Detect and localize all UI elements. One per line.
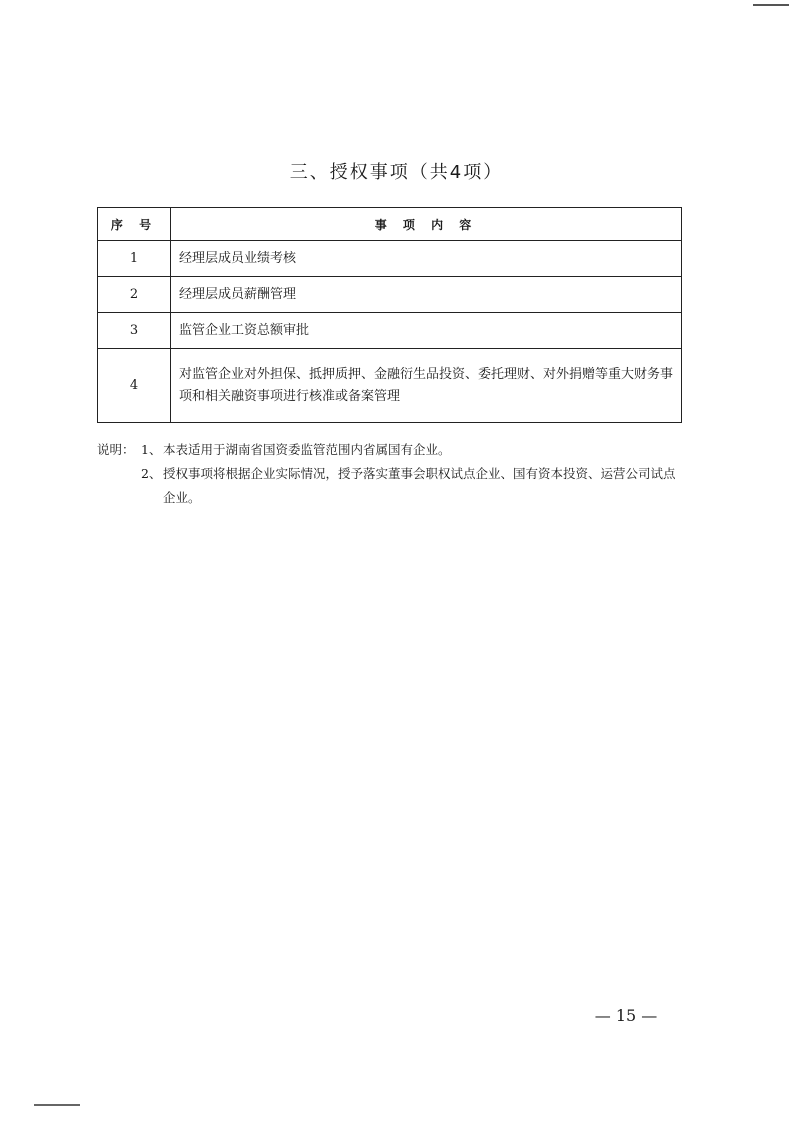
notes-section <box>97 438 682 510</box>
note-number: 1、 <box>141 442 162 457</box>
row-number: 4 <box>98 349 171 423</box>
row-content: 经理层成员业绩考核 <box>171 241 682 277</box>
note-number: 2、 <box>141 466 162 481</box>
note-item <box>97 438 682 462</box>
table-row <box>98 277 682 313</box>
row-number: 1 <box>98 241 171 277</box>
scan-edge-mark <box>753 4 789 6</box>
notes-indent <box>97 462 141 510</box>
table-row <box>98 349 682 423</box>
row-content: 经理层成员薪酬管理 <box>171 277 682 313</box>
note-item <box>97 462 682 510</box>
table-header-row <box>98 208 682 241</box>
row-number: 3 <box>98 313 171 349</box>
authorization-items-table <box>97 207 682 423</box>
note-text: 本表适用于湖南省国资委监管范围内省属国有企业。 <box>163 442 451 457</box>
notes-label: 说明： <box>97 442 135 457</box>
row-content: 监管企业工资总额审批 <box>171 313 682 349</box>
row-number: 2 <box>98 277 171 313</box>
scan-edge-mark <box>34 1104 80 1106</box>
note-text: 授权事项将根据企业实际情况，授予落实董事会职权试点企业、国有资本投资、运营公司试点企业。 <box>163 466 676 505</box>
header-no: 序 号 <box>98 208 171 241</box>
table-row <box>98 313 682 349</box>
header-content: 事 项 内 容 <box>171 208 682 241</box>
row-content: 对监管企业对外担保、抵押质押、金融衍生品投资、委托理财、对外捐赠等重大财务事项和相关融资事项进行核准或备案管理 <box>171 349 682 423</box>
page-number: — 15 — <box>594 1006 658 1025</box>
table-row <box>98 241 682 277</box>
page-title: 三、授权事项（共4项） <box>289 162 504 183</box>
